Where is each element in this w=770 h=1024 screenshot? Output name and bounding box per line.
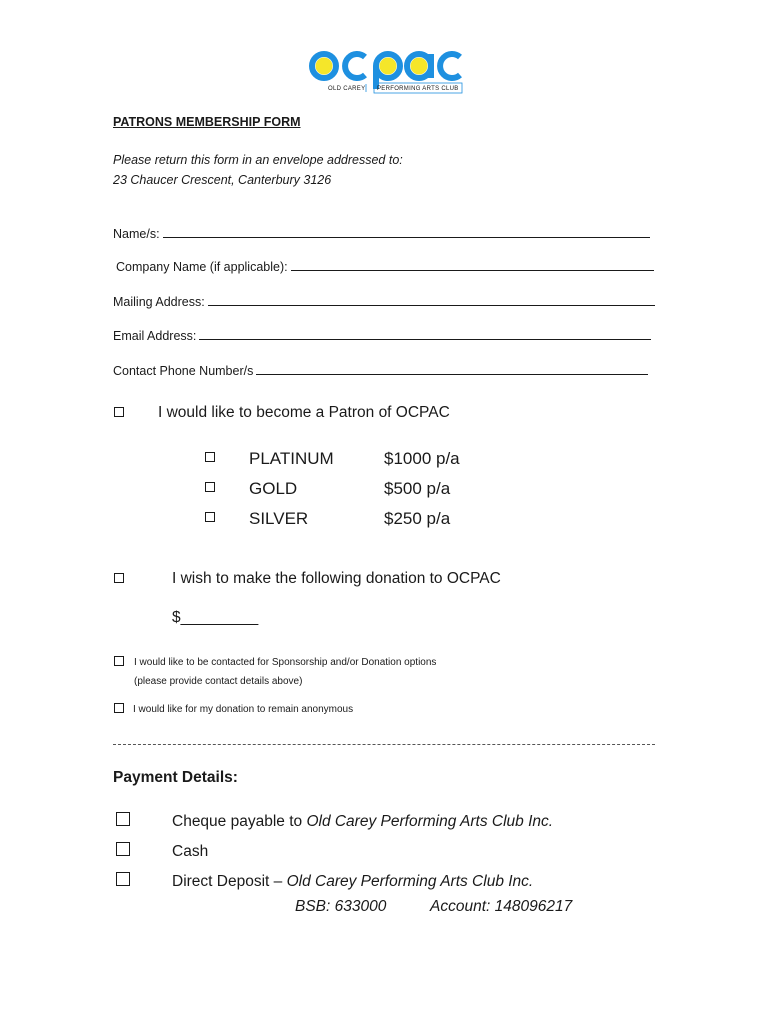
cheque-payee: Old Carey Performing Arts Club Inc. xyxy=(306,813,554,830)
tier-gold-name: GOLD xyxy=(249,479,298,498)
phone-field[interactable] xyxy=(113,364,648,378)
form-title: PATRONS MEMBERSHIP FORM xyxy=(113,115,301,129)
anonymous-checkbox[interactable] xyxy=(114,703,124,713)
tier-silver-price: $250 p/a xyxy=(384,509,451,528)
names-field[interactable] xyxy=(113,227,650,241)
logo-subtitle-right: PERFORMING ARTS CLUB xyxy=(377,86,459,92)
platinum-checkbox[interactable] xyxy=(205,452,215,462)
return-instruction: Please return this form in an envelope addressed to: xyxy=(113,153,403,167)
cheque-prefix: Cheque payable to xyxy=(172,813,307,830)
deposit-prefix: Direct Deposit – xyxy=(172,873,287,890)
mailing-label: Mailing Address: xyxy=(113,295,205,309)
sponsorship-checkbox[interactable] xyxy=(114,656,124,666)
cut-line-divider xyxy=(113,744,655,745)
sponsorship-note: (please provide contact details above) xyxy=(134,676,303,687)
company-field[interactable] xyxy=(116,260,654,274)
ocpac-logo xyxy=(308,44,464,98)
company-label: Company Name (if applicable): xyxy=(116,260,288,274)
gold-checkbox[interactable] xyxy=(205,482,215,492)
deposit-payee: Old Carey Performing Arts Club Inc. xyxy=(286,873,534,890)
return-address: 23 Chaucer Crescent, Canterbury 3126 xyxy=(113,173,332,187)
cheque-option xyxy=(172,813,553,831)
logo-subtitle-left: OLD CAREY xyxy=(328,86,366,92)
deposit-checkbox[interactable] xyxy=(116,872,130,886)
account-number: Account: 148096217 xyxy=(430,898,573,915)
silver-checkbox[interactable] xyxy=(205,512,215,522)
deposit-option xyxy=(172,873,533,891)
tier-silver-name: SILVER xyxy=(249,509,309,528)
tier-platinum-name: PLATINUM xyxy=(249,449,334,468)
tier-gold-price: $500 p/a xyxy=(384,479,451,498)
payment-heading: Payment Details: xyxy=(113,769,238,786)
patron-checkbox[interactable] xyxy=(114,407,124,417)
donation-amount-field[interactable]: $_________ xyxy=(172,609,259,626)
sponsorship-label: I would like to be contacted for Sponsorship and/or Donation options xyxy=(134,657,437,668)
patron-label: I would like to become a Patron of OCPAC xyxy=(158,404,450,421)
mailing-address-field[interactable] xyxy=(113,295,655,309)
tier-platinum-price: $1000 p/a xyxy=(384,449,460,468)
anonymous-label: I would like for my donation to remain anonymous xyxy=(133,704,354,715)
cheque-checkbox[interactable] xyxy=(116,812,130,826)
bsb-number: BSB: 633000 xyxy=(295,898,387,915)
email-label: Email Address: xyxy=(113,329,197,343)
phone-label: Contact Phone Number/s xyxy=(113,364,254,378)
cash-option: Cash xyxy=(172,843,209,860)
donation-label: I wish to make the following donation to OCPAC xyxy=(172,570,501,587)
names-label: Name/s: xyxy=(113,227,160,241)
cash-checkbox[interactable] xyxy=(116,842,130,856)
donation-checkbox[interactable] xyxy=(114,573,124,583)
email-field[interactable] xyxy=(113,329,651,343)
